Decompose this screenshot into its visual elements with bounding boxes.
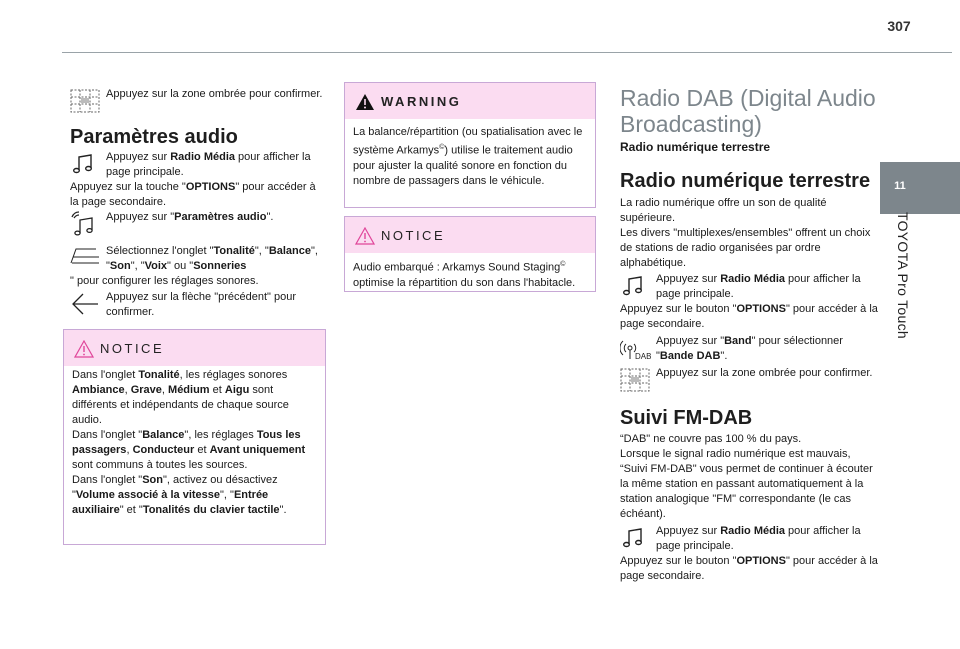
t: OPTIONS: [736, 555, 786, 567]
notice-text: [72, 368, 317, 518]
step-radio-media-2: [620, 524, 878, 554]
t: pour afficher la page principale.: [656, 525, 861, 552]
text-bold: Paramètres audio: [174, 211, 267, 223]
t: ,: [161, 384, 169, 396]
grid-icon: [70, 88, 100, 112]
chapter-title: TOYOTA Pro Touch: [895, 212, 911, 339]
text-bold: Radio Média: [170, 151, 235, 163]
t: et: [209, 384, 225, 396]
para-options: [70, 180, 325, 210]
t: sont communs à toutes les sources.: [72, 459, 248, 471]
warning-box: [344, 82, 596, 208]
step-radio-media: [70, 150, 325, 180]
t: Band: [724, 335, 752, 347]
warning-label: WARNING: [381, 94, 462, 109]
t: Médium: [168, 384, 210, 396]
text: ".: [266, 211, 274, 223]
touch-icon: [70, 211, 100, 235]
t: La radio numérique offre un son de qualité supérieure.: [620, 197, 827, 224]
t: Aigu: [224, 384, 250, 396]
para-quality: [620, 196, 878, 271]
t: Ambiance: [72, 384, 125, 396]
t: " pour sélectionner ": [656, 335, 843, 362]
t: Volume associé à la vitesse: [75, 489, 221, 501]
notice-text: [353, 257, 587, 291]
t: Appuyez sur: [656, 273, 721, 285]
t: OPTIONS: [736, 303, 786, 315]
section-heading-fm-dab: Suivi FM-DAB: [620, 407, 753, 429]
text-bold: Balance: [268, 245, 312, 257]
warning-text: [353, 125, 587, 189]
text: ", ": [254, 245, 269, 257]
t: Appuyez sur: [656, 525, 721, 537]
t: Bande DAB: [659, 350, 721, 362]
page-title: Radio DAB (Digital Audio Broadcasting): [620, 85, 876, 137]
dab-icon-label: DAB: [635, 352, 652, 361]
text: Sélectionnez l'onglet ": [106, 245, 214, 257]
notice-label: NOTICE: [100, 341, 165, 356]
text-bold: OPTIONS: [185, 181, 236, 193]
t: ".: [279, 504, 287, 516]
t: Radio Média: [720, 273, 785, 285]
t: ", ": [220, 489, 234, 501]
notice-box-audio: [63, 329, 326, 545]
music-note-icon: [70, 151, 100, 175]
text-bold: Tonalité: [213, 245, 255, 257]
text: " ou ": [167, 260, 194, 272]
t: pour afficher la page principale.: [656, 273, 861, 300]
t: La balance/répartition (ou spatialisation avec le système Arkamys: [353, 126, 583, 157]
text-bold: Sonneries: [193, 260, 247, 272]
notice-box-arkamys: [344, 216, 596, 292]
section-heading-dab: Radio numérique terrestre: [620, 170, 871, 192]
t: ".: [720, 350, 728, 362]
t: " pour accéder à la page secondaire.: [620, 555, 878, 582]
t: Lorsque le signal radio numérique est mauvais, “Suivi FM-DAB" vous permet de continuer à écouter la même station en passant automatiquement à la station analogique "FM" correspondante (le cas échéant).: [620, 448, 873, 520]
warning-header: [345, 83, 595, 119]
text: ", ": [130, 260, 145, 272]
page-number: 307: [887, 18, 911, 34]
t: ", les réglages: [184, 429, 257, 441]
step-confirm: [70, 87, 325, 102]
step-confirm: [620, 366, 878, 381]
t: et: [194, 444, 210, 456]
t: “DAB" ne couvre pas 100 % du pays.: [620, 433, 802, 445]
t: Balance: [142, 429, 185, 441]
t: Dans l'onglet: [72, 369, 139, 381]
section-heading-audio: Paramètres audio: [70, 126, 238, 148]
top-rule: [62, 52, 952, 53]
music-note-icon: [620, 273, 650, 297]
text: " pour accéder à la page secondaire.: [70, 181, 316, 208]
chapter-number: 11: [894, 180, 906, 192]
text: " pour configurer les réglages sonores.: [70, 275, 259, 287]
t: Tonalité: [138, 369, 180, 381]
t: optimise la répartition du son dans l'habitacle.: [353, 276, 576, 289]
t: Appuyez sur le bouton ": [620, 303, 737, 315]
para-options: [620, 302, 878, 332]
step-select-tab: [70, 244, 325, 274]
text: Appuyez sur la flèche "précédent" pour confirmer.: [106, 291, 297, 318]
step-back-arrow: [70, 290, 325, 320]
notice-label: NOTICE: [381, 228, 446, 243]
para-options-2: [620, 554, 878, 584]
notice-icon: [74, 340, 94, 363]
t: ", activez ou désactivez ": [72, 474, 278, 501]
step-radio-media: [620, 272, 878, 302]
para-sound-settings: [70, 274, 325, 289]
tabs-icon: [70, 245, 100, 269]
t: ©: [439, 144, 445, 151]
text: ", ": [106, 245, 318, 272]
text-bold: Voix: [144, 260, 168, 272]
t: Grave: [130, 384, 162, 396]
t: ) utilise le traitement audio pour ajuster la qualité sonore en fonction du nombre de passagers dans le véhicule.: [353, 144, 573, 187]
t: Appuyez sur la zone ombrée pour confirmer.: [656, 367, 873, 379]
t: , les réglages sonores: [179, 369, 288, 381]
t: Appuyez sur le bouton ": [620, 555, 737, 567]
text: pour afficher la page principale.: [106, 151, 311, 178]
t: " pour accéder à la page secondaire.: [620, 303, 878, 330]
t: Audio embarqué : Arkamys Sound Staging: [353, 261, 561, 274]
t: Son: [142, 474, 163, 486]
t: Appuyez sur ": [656, 335, 725, 347]
para-fm-dab: [620, 432, 878, 522]
text: Appuyez sur ": [106, 211, 175, 223]
text: Appuyez sur: [106, 151, 171, 163]
text-bold: Son: [109, 260, 131, 272]
t: Radio Média: [720, 525, 785, 537]
t: Dans l'onglet ": [72, 429, 143, 441]
back-arrow-icon: [70, 291, 100, 315]
subtitle: Radio numérique terrestre: [620, 140, 771, 154]
t: Avant uniquement: [209, 444, 306, 456]
step-band: [620, 334, 878, 364]
step-audio-settings: [70, 210, 325, 225]
notice-icon: [355, 227, 375, 250]
t: Conducteur: [132, 444, 195, 456]
t: Entrée auxiliaire: [72, 489, 269, 516]
text: Appuyez sur la touche ": [70, 181, 186, 193]
notice-header: [345, 217, 595, 253]
t: ,: [126, 444, 133, 456]
warning-icon: [355, 93, 375, 116]
t: ,: [124, 384, 131, 396]
t: ©: [560, 261, 566, 268]
step-text: Appuyez sur la zone ombrée pour confirmer.: [106, 88, 323, 100]
music-note-icon: [620, 525, 650, 549]
t: Tous les passagers: [72, 429, 301, 456]
t: " et ": [119, 504, 143, 516]
t: Les divers "multiplexes/ensembles" offrent un choix de stations de radio organisées par ordre alphabétique.: [620, 227, 871, 269]
t: Tonalités du clavier tactile: [142, 504, 280, 516]
dab-icon: [620, 335, 650, 359]
t: sont différents et indépendants de chaque source audio.: [72, 384, 289, 426]
t: Dans l'onglet ": [72, 474, 143, 486]
notice-header: [64, 330, 325, 366]
grid-icon: [620, 367, 650, 391]
